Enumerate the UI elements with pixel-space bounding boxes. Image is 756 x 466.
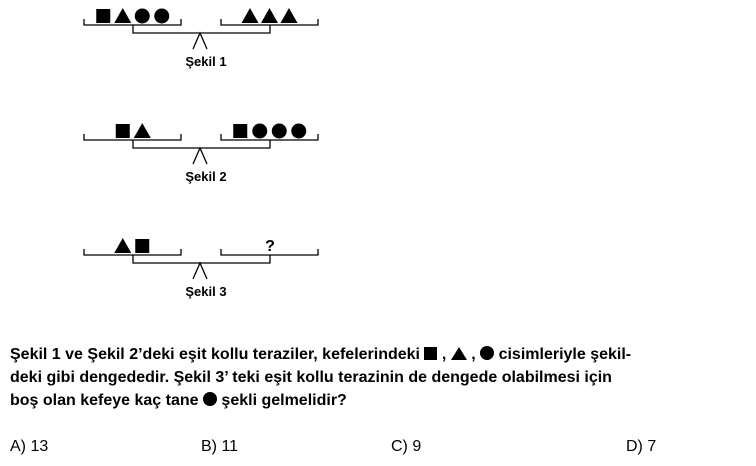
question-text-part: şekli gelmelidir? [216,392,347,409]
circle-icon [480,346,494,360]
question-text [10,343,750,412]
figure-caption: Şekil 3 [185,284,227,299]
question-text-part: Şekil 1 ve Şekil 2’deki eşit kollu teraziler, kefelerindeki [10,346,420,363]
left-pan [84,249,181,255]
fulcrum [193,263,207,279]
fulcrum [193,33,207,49]
question-text-part: boş olan kefeye kaç tane [10,392,199,409]
circle-shape [252,124,267,139]
circle-shape [135,9,150,24]
triangle-shape [261,8,278,23]
answer-option-c[interactable]: C) 9 [391,438,422,455]
triangle-shape [281,8,298,23]
unknown-count-mark: ? [265,238,275,255]
triangle-shape [134,123,151,138]
triangle-shape [114,8,131,23]
question-separator: , [437,346,451,363]
triangle-shape [114,238,131,253]
beam [133,255,270,263]
triangle-icon [451,347,467,360]
figure-caption: Şekil 1 [185,54,227,69]
question-line-2: deki gibi dengededir. Şekil 3’ teki eşit kollu terazinin de dengede olabilmesi için [10,369,612,386]
circle-shape [291,124,306,139]
square-shape [96,9,110,23]
question-line-3 [10,389,750,412]
question-line-1 [10,343,750,366]
answer-options [0,438,756,460]
circle-icon [203,392,217,406]
question-text-part: cisimleriyle şekil- [494,346,632,363]
square-shape [116,124,130,138]
beam [133,25,270,33]
square-icon [424,347,437,360]
left-pan [84,134,181,140]
square-shape [233,124,247,138]
beam [133,140,270,148]
fulcrum [193,148,207,164]
answer-option-a[interactable]: A) 13 [10,438,49,455]
answer-option-b[interactable]: B) 11 [201,438,239,455]
question-separator: , [466,346,481,363]
triangle-shape [242,8,259,23]
answer-option-d[interactable]: D) 7 [626,438,657,455]
square-shape [135,239,149,253]
circle-shape [272,124,287,139]
figure-caption: Şekil 2 [185,169,227,184]
circle-shape [154,9,169,24]
